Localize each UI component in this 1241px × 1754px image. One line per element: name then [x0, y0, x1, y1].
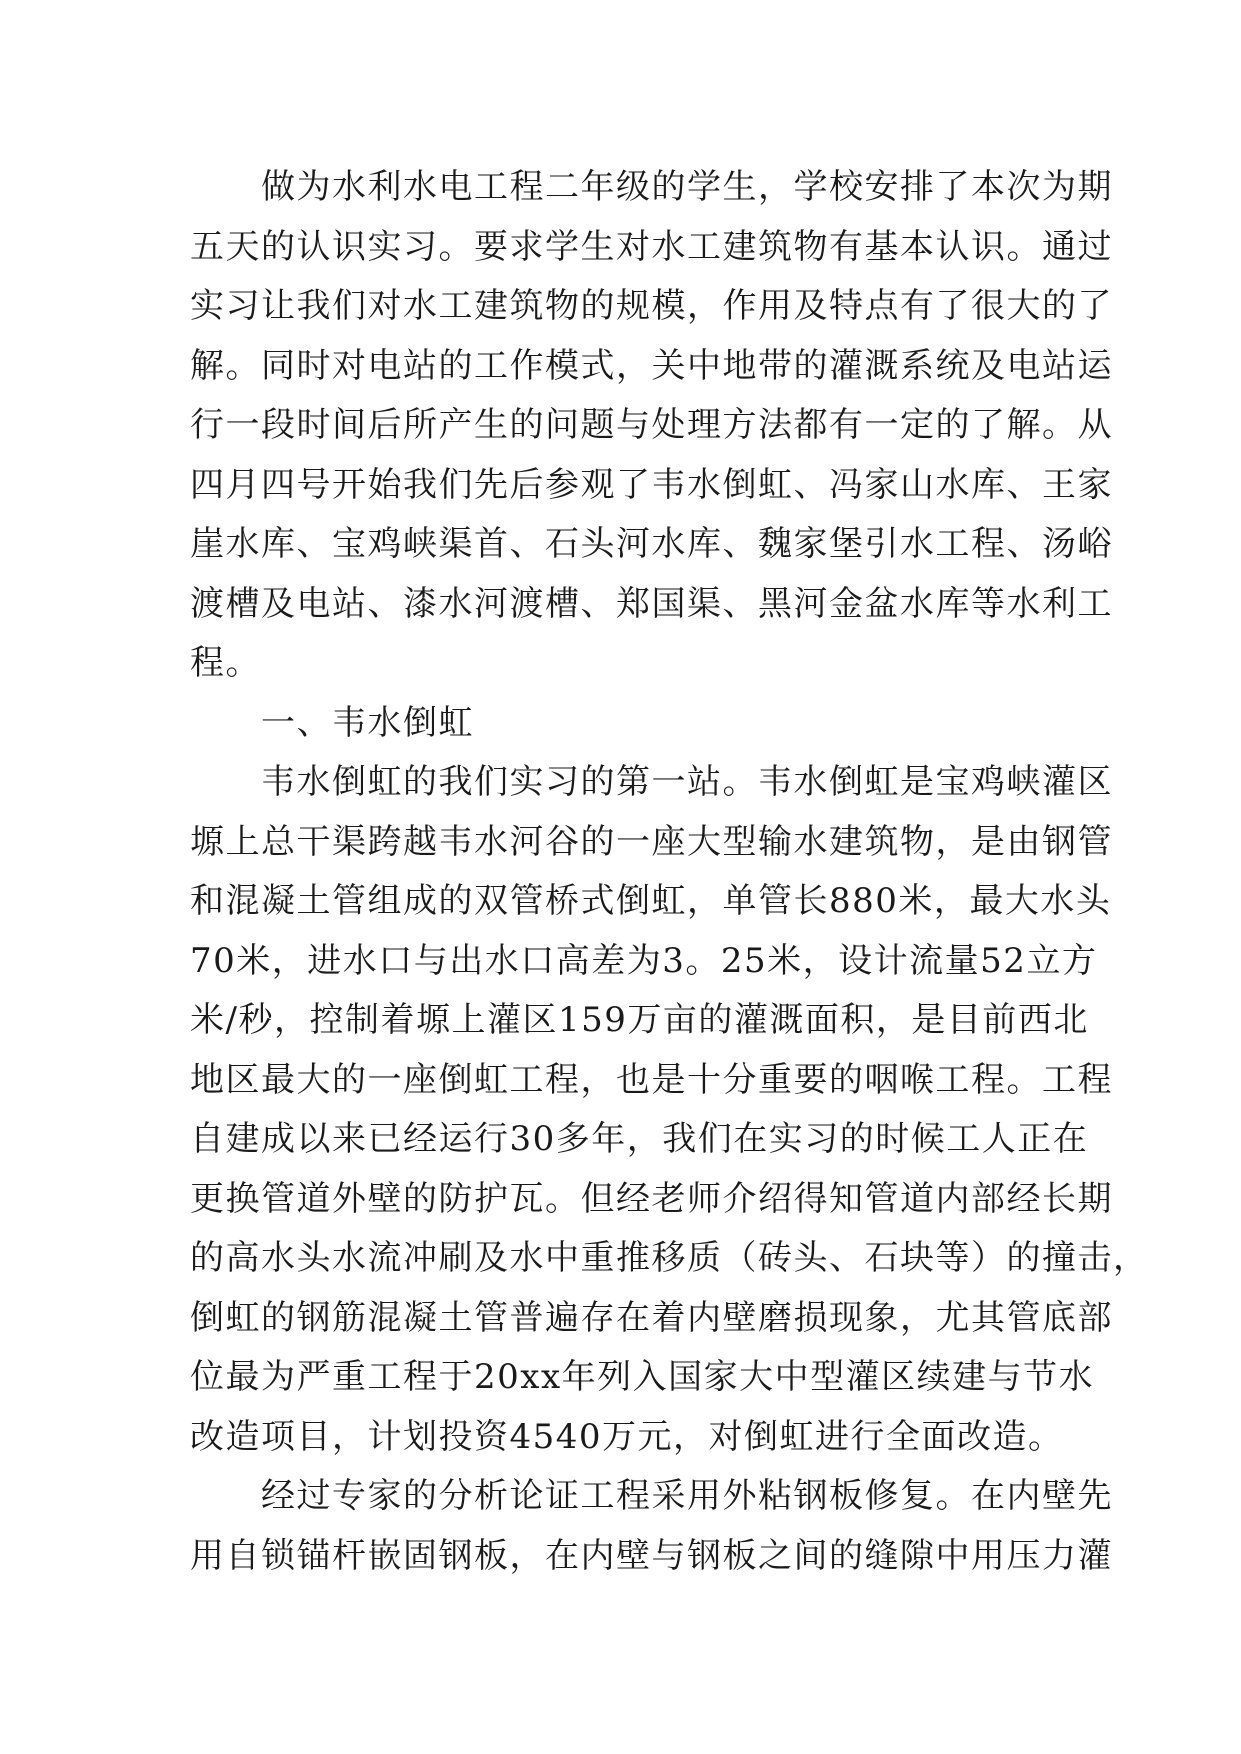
- text-line: 解 。 同 时 对 电 站 的 工 作 模 式 ， 关 中 地 带 的 灌 溉 系 统 及 电 站 运: [190, 345, 1113, 386]
- text-line: 四 月 四 号 开 始 我 们 先 后 参 观 了 韦 水 倒 虹 、 冯 家 山 水 库 、 王 家: [190, 464, 1113, 505]
- text-line: 实 习 让 我 们 对 水 工 建 筑 物 的 规 模 ， 作 用 及 特 点 有 了 很 大 的 了: [190, 286, 1113, 326]
- text-line: 地 区 最 大 的 一 座 倒 虹 工 程 ， 也 是 十 分 重 要 的 咽 喉 工 程 。 工 程: [190, 1059, 1113, 1100]
- document-body: [190, 158, 1149, 1586]
- text-line: 自 建 成 以 来 已 经 运 行 30 多 年 ， 我 们 在 实 习 的 时 候 工 人 正 在: [190, 1119, 1089, 1159]
- text-line: 的 高 水 头 水 流 冲 刷 及 水 中 重 推 移 质 （ 砖 头 、 石 块 等 ） 的 撞 击 ，: [190, 1238, 1149, 1278]
- text-line: 渡 槽 及 电 站 、 漆 水 河 渡 槽 、 郑 国 渠 、 黑 河 金 盆 水 库 等 水 利 工: [190, 583, 1113, 624]
- text-line: 米 / 秒 ， 控 制 着 塬 上 灌 区 159 万 亩 的 灌 溉 面 积 ， 是 目 前 西 北: [190, 1000, 1089, 1040]
- text-line: 韦 水 倒 虹 的 我 们 实 习 的 第 一 站 。 韦 水 倒 虹 是 宝 鸡 峡 灌 区: [261, 762, 1113, 802]
- text-line: 程。: [190, 643, 261, 683]
- text-line: 改造项目，计划投资4540万元，对倒虹进行全面改造。: [190, 1416, 1064, 1457]
- text-line: 用 自 锁 锚 杆 嵌 固 钢 板 ， 在 内 壁 与 钢 板 之 间 的 缝 隙 中 用 压 力 灌: [190, 1535, 1113, 1576]
- text-line: 做 为 水 利 水 电 工 程 二 年 级 的 学 生 ， 学 校 安 排 了 本 次 为 期: [261, 167, 1113, 207]
- text-line: 行 一 段 时 间 后 所 产 生 的 问 题 与 处 理 方 法 都 有 一 定 的 了 解 。 从: [190, 405, 1113, 445]
- text-line: 更 换 管 道 外 壁 的 防 护 瓦 。 但 经 老 师 介 绍 得 知 管 道 内 部 经 长 期: [190, 1178, 1113, 1219]
- text-line: 倒 虹 的 钢 筋 混 凝 土 管 普 遍 存 在 着 内 壁 磨 损 现 象 ， 尤 其 管 底 部: [190, 1297, 1113, 1338]
- text-line: 塬 上 总 干 渠 跨 越 韦 水 河 谷 的 一 座 大 型 输 水 建 筑 物 ， 是 由 钢 管: [190, 821, 1113, 862]
- text-line: 和 混 凝 土 管 组 成 的 双 管 桥 式 倒 虹 ， 单 管 长 880 米 ， 最 大 水 头: [190, 881, 1112, 921]
- text-line: 经 过 专 家 的 分 析 论 证 工 程 采 用 外 粘 钢 板 修 复 。 在 内 壁 先: [261, 1476, 1113, 1516]
- text-line: 70 米 ， 进 水 口 与 出 水 口 高 差 为 3 。 25 米 ， 设 计 流 量 52 立 方: [190, 940, 1098, 981]
- text-line: 一、韦水倒虹: [190, 702, 474, 743]
- text-line: 五 天 的 认 识 实 习 。 要 求 学 生 对 水 工 建 筑 物 有 基 本 认 识 。 通 过: [190, 226, 1113, 267]
- text-line: 崖 水 库 、 宝 鸡 峡 渠 首 、 石 头 河 水 库 、 魏 家 堡 引 水 工 程 、 汤 峪: [190, 524, 1113, 564]
- text-line: 位 最 为 严 重 工 程 于 20xx 年 列 入 国 家 大 中 型 灌 区 续 建 与 节 水: [190, 1357, 1095, 1397]
